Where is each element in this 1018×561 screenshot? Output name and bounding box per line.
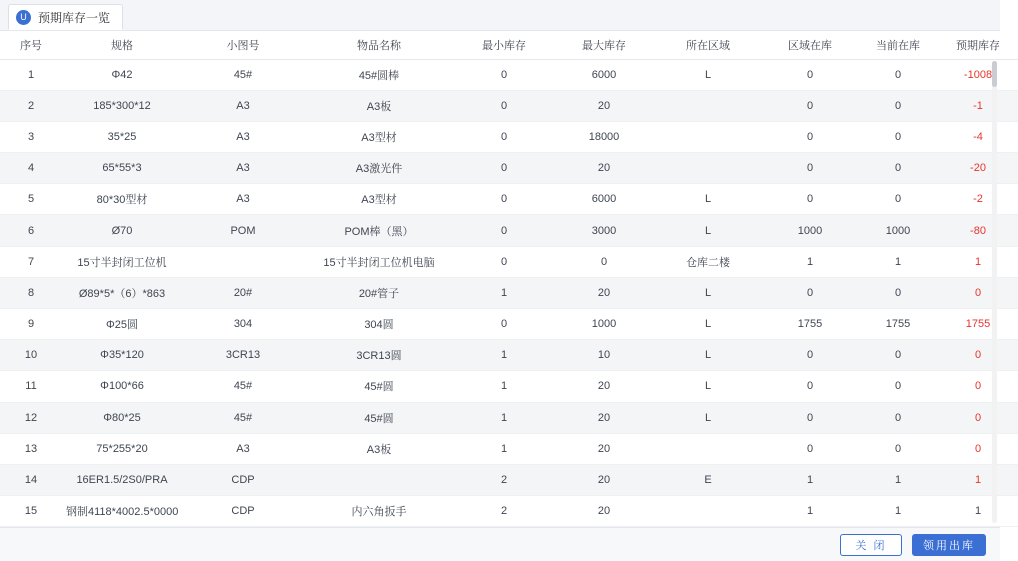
table-row[interactable]: [0, 496, 1018, 527]
issue-out-button[interactable]: 领用出库: [912, 534, 986, 556]
table-cell: POM棒（黑）: [304, 215, 454, 246]
table-cell: 4: [0, 153, 62, 184]
table-cell: 1000: [858, 215, 938, 246]
table-cell: 14: [0, 464, 62, 495]
table-cell: 80*30型材: [62, 184, 182, 215]
table-cell: -80: [938, 215, 1018, 246]
table-cell: 20: [554, 402, 654, 433]
table-cell: 0: [858, 371, 938, 402]
table-cell: Φ80*25: [62, 402, 182, 433]
table-cell: 1: [454, 340, 554, 371]
table-cell: 0: [938, 433, 1018, 464]
table-cell: 6000: [554, 59, 654, 90]
table-cell: 20: [554, 371, 654, 402]
table-cell: Φ42: [62, 59, 182, 90]
table-cell: 0: [762, 153, 858, 184]
table-cell: 20: [554, 277, 654, 308]
table-cell: -4: [938, 121, 1018, 152]
table-cell: 0: [858, 90, 938, 121]
table-cell: 0: [858, 121, 938, 152]
scrollbar-thumb[interactable]: [992, 61, 997, 87]
table-cell: [654, 496, 762, 527]
table-cell: 45#: [182, 402, 304, 433]
table-row[interactable]: [0, 215, 1018, 246]
table-cell: 0: [762, 90, 858, 121]
table-body: [0, 59, 1018, 527]
table-cell: 0: [762, 184, 858, 215]
table-cell: A3: [182, 90, 304, 121]
table-cell: Ø70: [62, 215, 182, 246]
table-cell: 20: [554, 464, 654, 495]
table-cell: 45#: [182, 59, 304, 90]
table-cell: 20: [554, 153, 654, 184]
tab-label: 预期库存一览: [38, 10, 111, 25]
table-cell: 15寸半封闭工位机: [62, 246, 182, 277]
table-cell: 35*25: [62, 121, 182, 152]
table-cell: 0: [762, 371, 858, 402]
table-cell: -2: [938, 184, 1018, 215]
table-cell: L: [654, 277, 762, 308]
table-cell: 3: [0, 121, 62, 152]
table-cell: 20: [554, 90, 654, 121]
table-cell: 0: [858, 184, 938, 215]
table-cell: [304, 464, 454, 495]
table-cell: 1755: [762, 309, 858, 340]
table-cell: 0: [858, 277, 938, 308]
col-header-area-stock[interactable]: 区域在库: [762, 31, 858, 59]
table-cell: 16ER1.5/2S0/PRA: [62, 464, 182, 495]
table-cell: 钢制4118*4002.5*0000: [62, 496, 182, 527]
table-cell: 1: [454, 277, 554, 308]
table-cell: 185*300*12: [62, 90, 182, 121]
table-cell: A3型材: [304, 121, 454, 152]
table-cell: 0: [454, 121, 554, 152]
table-cell: A3: [182, 433, 304, 464]
header-row: [0, 31, 1018, 59]
table-cell: 2: [454, 464, 554, 495]
table-cell: 0: [762, 340, 858, 371]
table-cell: 15: [0, 496, 62, 527]
table-cell: L: [654, 402, 762, 433]
col-header-expected-stock[interactable]: 预期库存: [938, 31, 1018, 59]
table-cell: 0: [454, 153, 554, 184]
table-header: [0, 31, 1018, 59]
table-cell: 1: [938, 496, 1018, 527]
table-cell: 7: [0, 246, 62, 277]
table-cell: 1: [858, 496, 938, 527]
table-cell: A3板: [304, 433, 454, 464]
table-cell: 6000: [554, 184, 654, 215]
table-row[interactable]: [0, 371, 1018, 402]
table-cell: 0: [858, 59, 938, 90]
table-cell: POM: [182, 215, 304, 246]
table-cell: 0: [938, 340, 1018, 371]
table-cell: 1: [938, 464, 1018, 495]
table-cell: -1: [938, 90, 1018, 121]
table-cell: [182, 246, 304, 277]
table-cell: 10: [554, 340, 654, 371]
col-header-min[interactable]: 最小库存: [454, 31, 554, 59]
table-cell: 0: [762, 277, 858, 308]
table-cell: E: [654, 464, 762, 495]
table-cell: 0: [858, 340, 938, 371]
table-cell: 0: [938, 402, 1018, 433]
table-row[interactable]: [0, 402, 1018, 433]
col-header-index[interactable]: 序号: [0, 31, 62, 59]
table-row[interactable]: [0, 153, 1018, 184]
table-cell: 0: [762, 402, 858, 433]
table-cell: [654, 153, 762, 184]
table-row[interactable]: [0, 246, 1018, 277]
table-cell: 1755: [938, 309, 1018, 340]
table-cell: Ø89*5*（6）*863: [62, 277, 182, 308]
table-cell: A3: [182, 184, 304, 215]
table-cell: 45#圆: [304, 402, 454, 433]
table-cell: 0: [454, 184, 554, 215]
table-cell: 0: [938, 371, 1018, 402]
table-row[interactable]: [0, 340, 1018, 371]
table-cell: Φ100*66: [62, 371, 182, 402]
table-cell: 1: [762, 464, 858, 495]
table-cell: Φ35*120: [62, 340, 182, 371]
tab-bar: [0, 0, 1000, 31]
table-cell: 2: [0, 90, 62, 121]
table-row[interactable]: [0, 184, 1018, 215]
table-cell: 1: [858, 246, 938, 277]
table-cell: L: [654, 309, 762, 340]
table-cell: 1: [454, 371, 554, 402]
table-cell: Φ25圆: [62, 309, 182, 340]
table-cell: CDP: [182, 496, 304, 527]
table-cell: -1008: [938, 59, 1018, 90]
table-cell: L: [654, 184, 762, 215]
table-cell: 1: [938, 246, 1018, 277]
table-row[interactable]: [0, 309, 1018, 340]
table-cell: 75*255*20: [62, 433, 182, 464]
table-cell: 1000: [762, 215, 858, 246]
table-cell: 1: [858, 464, 938, 495]
table-cell: 11: [0, 371, 62, 402]
close-button[interactable]: 关 闭: [840, 534, 902, 556]
table-cell: 3000: [554, 215, 654, 246]
table-row[interactable]: [0, 464, 1018, 495]
table-cell: 13: [0, 433, 62, 464]
table-cell: 1: [762, 246, 858, 277]
table-cell: 20: [554, 433, 654, 464]
table-cell: 0: [554, 246, 654, 277]
col-header-current-stock[interactable]: 当前在库: [858, 31, 938, 59]
table-row[interactable]: [0, 59, 1018, 90]
table-cell: 45#: [182, 371, 304, 402]
table-cell: 0: [762, 59, 858, 90]
table-cell: 45#圆棒: [304, 59, 454, 90]
table-cell: -20: [938, 153, 1018, 184]
scrollbar-track[interactable]: [992, 61, 997, 523]
table-cell: [654, 90, 762, 121]
table-cell: 12: [0, 402, 62, 433]
table-cell: 1: [0, 59, 62, 90]
table-cell: 10: [0, 340, 62, 371]
footer-bar: [0, 527, 1000, 561]
table-row[interactable]: [0, 277, 1018, 308]
table-cell: 9: [0, 309, 62, 340]
table-cell: 6: [0, 215, 62, 246]
table-cell: 0: [454, 309, 554, 340]
table-cell: A3: [182, 153, 304, 184]
table-cell: A3: [182, 121, 304, 152]
table-cell: 15寸半封闭工位机电脑: [304, 246, 454, 277]
table-row[interactable]: [0, 90, 1018, 121]
col-header-name[interactable]: 物品名称: [304, 31, 454, 59]
col-header-area[interactable]: 所在区域: [654, 31, 762, 59]
table-cell: A3型材: [304, 184, 454, 215]
table-cell: CDP: [182, 464, 304, 495]
table-cell: 65*55*3: [62, 153, 182, 184]
table-cell: 0: [858, 153, 938, 184]
table-cell: 1: [762, 496, 858, 527]
table-cell: 0: [762, 121, 858, 152]
table-cell: 1: [454, 433, 554, 464]
table-cell: 0: [762, 433, 858, 464]
inventory-table-container: [0, 31, 1000, 527]
col-header-drawing[interactable]: 小图号: [182, 31, 304, 59]
table-cell: 2: [454, 496, 554, 527]
table-cell: 20#管子: [304, 277, 454, 308]
table-cell: A3激光件: [304, 153, 454, 184]
table-cell: [654, 121, 762, 152]
table-cell: 0: [858, 402, 938, 433]
table-cell: 0: [938, 277, 1018, 308]
table-cell: 0: [454, 90, 554, 121]
table-cell: 0: [454, 59, 554, 90]
table-cell: 8: [0, 277, 62, 308]
tab-inventory-overview[interactable]: [8, 4, 123, 30]
table-cell: 5: [0, 184, 62, 215]
table-cell: L: [654, 371, 762, 402]
table-row[interactable]: [0, 121, 1018, 152]
table-cell: 18000: [554, 121, 654, 152]
user-badge-icon: U: [16, 10, 31, 25]
vertical-scrollbar[interactable]: [991, 61, 998, 523]
table-cell: 3CR13圆: [304, 340, 454, 371]
table-cell: 内六角扳手: [304, 496, 454, 527]
table-cell: L: [654, 215, 762, 246]
table-cell: L: [654, 340, 762, 371]
table-cell: 20#: [182, 277, 304, 308]
table-cell: 1000: [554, 309, 654, 340]
table-cell: 304: [182, 309, 304, 340]
table-cell: [654, 433, 762, 464]
table-row[interactable]: [0, 433, 1018, 464]
table-cell: 仓库二楼: [654, 246, 762, 277]
table-cell: 20: [554, 496, 654, 527]
table-cell: 1: [454, 402, 554, 433]
col-header-spec[interactable]: 规格: [62, 31, 182, 59]
table-cell: 304圆: [304, 309, 454, 340]
table-cell: 0: [454, 215, 554, 246]
table-cell: 0: [454, 246, 554, 277]
table-cell: L: [654, 59, 762, 90]
table-cell: 45#圆: [304, 371, 454, 402]
col-header-max[interactable]: 最大库存: [554, 31, 654, 59]
inventory-table: [0, 31, 1018, 527]
table-cell: 0: [858, 433, 938, 464]
table-cell: 1755: [858, 309, 938, 340]
table-cell: A3板: [304, 90, 454, 121]
table-cell: 3CR13: [182, 340, 304, 371]
